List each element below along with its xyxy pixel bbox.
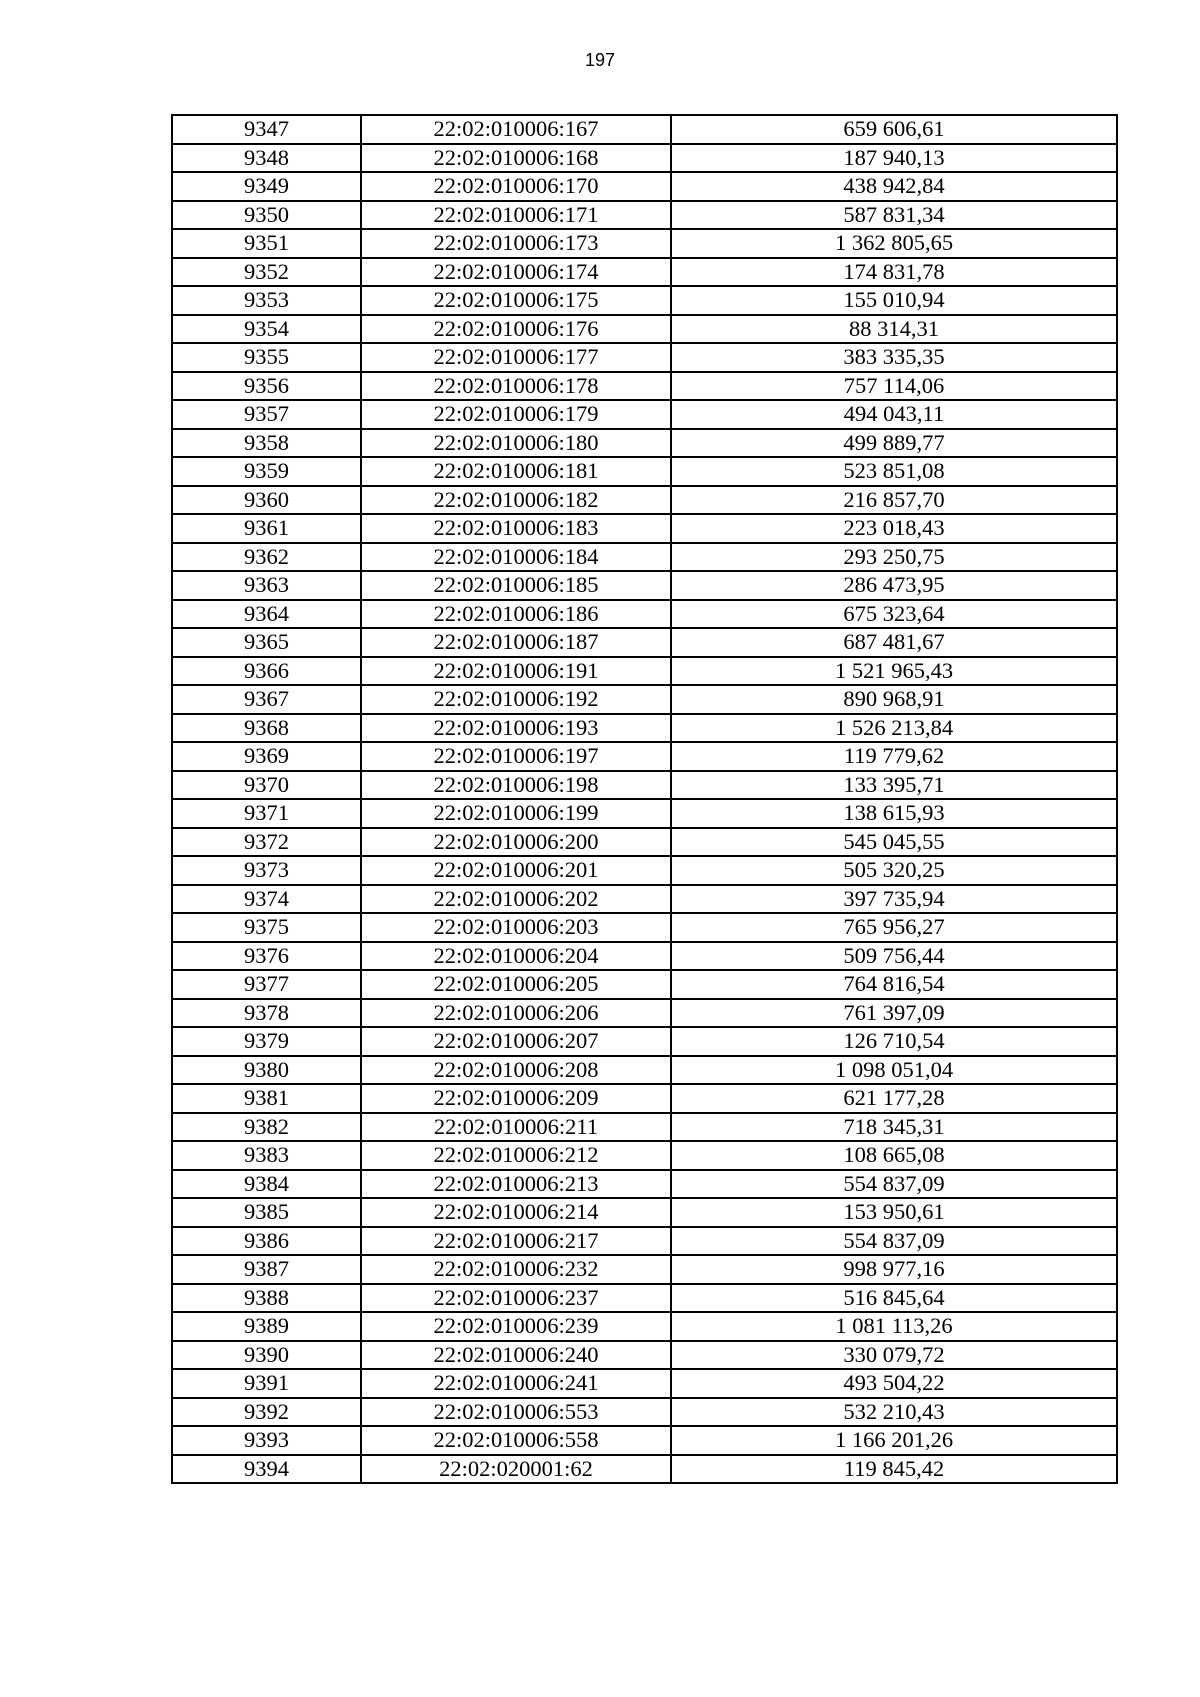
row-number-cell: 9361: [172, 514, 361, 543]
cadastral-number-cell: 22:02:010006:199: [361, 799, 671, 828]
row-number-cell: 9362: [172, 543, 361, 572]
cadastral-number-cell: 22:02:010006:186: [361, 600, 671, 629]
table-row: [172, 1312, 1117, 1341]
row-number-cell: 9350: [172, 201, 361, 230]
cadastral-number-cell: 22:02:010006:206: [361, 999, 671, 1028]
table-row: [172, 885, 1117, 914]
value-cell: 174 831,78: [671, 258, 1117, 287]
row-number-cell: 9363: [172, 571, 361, 600]
table-row: [172, 115, 1117, 144]
row-number-cell: 9351: [172, 229, 361, 258]
cadastral-number-cell: 22:02:010006:191: [361, 657, 671, 686]
cadastral-number-cell: 22:02:010006:208: [361, 1056, 671, 1085]
value-cell: 187 940,13: [671, 144, 1117, 173]
value-cell: 998 977,16: [671, 1255, 1117, 1284]
row-number-cell: 9366: [172, 657, 361, 686]
value-cell: 1 362 805,65: [671, 229, 1117, 258]
page-number: 197: [584, 50, 616, 70]
table-row: [172, 343, 1117, 372]
table-row: [172, 999, 1117, 1028]
table-row: [172, 1227, 1117, 1256]
value-cell: 659 606,61: [671, 115, 1117, 144]
table-row: [172, 457, 1117, 486]
value-cell: 138 615,93: [671, 799, 1117, 828]
table-row: [172, 856, 1117, 885]
table-row: [172, 742, 1117, 771]
table-row: [172, 657, 1117, 686]
value-cell: 88 314,31: [671, 315, 1117, 344]
value-cell: 499 889,77: [671, 429, 1117, 458]
value-cell: 155 010,94: [671, 286, 1117, 315]
cadastral-number-cell: 22:02:010006:198: [361, 771, 671, 800]
cadastral-number-cell: 22:02:010006:553: [361, 1398, 671, 1427]
row-number-cell: 9367: [172, 685, 361, 714]
cadastral-number-cell: 22:02:010006:171: [361, 201, 671, 230]
cadastral-number-cell: 22:02:010006:173: [361, 229, 671, 258]
table-row: [172, 1398, 1117, 1427]
row-number-cell: 9347: [172, 115, 361, 144]
cadastral-number-cell: 22:02:010006:209: [361, 1084, 671, 1113]
table-row: [172, 486, 1117, 515]
table-row: [172, 1284, 1117, 1313]
row-number-cell: 9388: [172, 1284, 361, 1313]
value-cell: 438 942,84: [671, 172, 1117, 201]
table-row: [172, 913, 1117, 942]
value-cell: 216 857,70: [671, 486, 1117, 515]
table-row: [172, 372, 1117, 401]
cadastral-number-cell: 22:02:010006:197: [361, 742, 671, 771]
value-cell: 509 756,44: [671, 942, 1117, 971]
value-cell: 718 345,31: [671, 1113, 1117, 1142]
table-row: [172, 1141, 1117, 1170]
row-number-cell: 9358: [172, 429, 361, 458]
value-cell: 383 335,35: [671, 343, 1117, 372]
row-number-cell: 9354: [172, 315, 361, 344]
cadastral-number-cell: 22:02:010006:183: [361, 514, 671, 543]
row-number-cell: 9356: [172, 372, 361, 401]
row-number-cell: 9381: [172, 1084, 361, 1113]
row-number-cell: 9392: [172, 1398, 361, 1427]
table-row: [172, 429, 1117, 458]
row-number-cell: 9379: [172, 1027, 361, 1056]
cadastral-number-cell: 22:02:010006:175: [361, 286, 671, 315]
row-number-cell: 9368: [172, 714, 361, 743]
cadastral-number-cell: 22:02:010006:241: [361, 1369, 671, 1398]
row-number-cell: 9364: [172, 600, 361, 629]
cadastral-number-cell: 22:02:010006:187: [361, 628, 671, 657]
row-number-cell: 9372: [172, 828, 361, 857]
value-cell: 1 081 113,26: [671, 1312, 1117, 1341]
cadastral-number-cell: 22:02:010006:168: [361, 144, 671, 173]
row-number-cell: 9393: [172, 1426, 361, 1455]
cadastral-number-cell: 22:02:010006:177: [361, 343, 671, 372]
value-cell: 687 481,67: [671, 628, 1117, 657]
value-cell: 286 473,95: [671, 571, 1117, 600]
row-number-cell: 9365: [172, 628, 361, 657]
cadastral-number-cell: 22:02:010006:200: [361, 828, 671, 857]
table-row: [172, 628, 1117, 657]
value-cell: 554 837,09: [671, 1170, 1117, 1199]
cadastral-number-cell: 22:02:010006:207: [361, 1027, 671, 1056]
table-row: [172, 286, 1117, 315]
value-cell: 587 831,34: [671, 201, 1117, 230]
cadastral-number-cell: 22:02:010006:170: [361, 172, 671, 201]
table-row: [172, 1084, 1117, 1113]
cadastral-number-cell: 22:02:010006:558: [361, 1426, 671, 1455]
cadastral-number-cell: 22:02:010006:237: [361, 1284, 671, 1313]
value-cell: 516 845,64: [671, 1284, 1117, 1313]
row-number-cell: 9378: [172, 999, 361, 1028]
cadastral-number-cell: 22:02:010006:205: [361, 970, 671, 999]
table-row: [172, 1056, 1117, 1085]
value-cell: 133 395,71: [671, 771, 1117, 800]
cadastral-number-cell: 22:02:010006:179: [361, 400, 671, 429]
value-cell: 330 079,72: [671, 1341, 1117, 1370]
row-number-cell: 9369: [172, 742, 361, 771]
table-row: [172, 1455, 1117, 1484]
row-number-cell: 9387: [172, 1255, 361, 1284]
cadastral-number-cell: 22:02:010006:202: [361, 885, 671, 914]
cadastral-number-cell: 22:02:010006:192: [361, 685, 671, 714]
row-number-cell: 9380: [172, 1056, 361, 1085]
table-row: [172, 771, 1117, 800]
cadastral-number-cell: 22:02:010006:211: [361, 1113, 671, 1142]
table-row: [172, 1198, 1117, 1227]
value-cell: 764 816,54: [671, 970, 1117, 999]
table-row: [172, 144, 1117, 173]
row-number-cell: 9384: [172, 1170, 361, 1199]
cadastral-number-cell: 22:02:010006:174: [361, 258, 671, 287]
table-row: [172, 514, 1117, 543]
value-cell: 126 710,54: [671, 1027, 1117, 1056]
table-row: [172, 1027, 1117, 1056]
table-row: [172, 400, 1117, 429]
value-cell: 621 177,28: [671, 1084, 1117, 1113]
row-number-cell: 9360: [172, 486, 361, 515]
cadastral-number-cell: 22:02:010006:213: [361, 1170, 671, 1199]
value-cell: 765 956,27: [671, 913, 1117, 942]
value-cell: 153 950,61: [671, 1198, 1117, 1227]
row-number-cell: 9383: [172, 1141, 361, 1170]
row-number-cell: 9349: [172, 172, 361, 201]
table-row: [172, 799, 1117, 828]
value-cell: 523 851,08: [671, 457, 1117, 486]
value-cell: 675 323,64: [671, 600, 1117, 629]
value-cell: 293 250,75: [671, 543, 1117, 572]
value-cell: 1 098 051,04: [671, 1056, 1117, 1085]
value-cell: 757 114,06: [671, 372, 1117, 401]
table-row: [172, 1369, 1117, 1398]
value-cell: 1 521 965,43: [671, 657, 1117, 686]
row-number-cell: 9348: [172, 144, 361, 173]
table-row: [172, 315, 1117, 344]
table-row: [172, 172, 1117, 201]
table-row: [172, 1255, 1117, 1284]
cadastral-number-cell: 22:02:010006:201: [361, 856, 671, 885]
row-number-cell: 9376: [172, 942, 361, 971]
row-number-cell: 9382: [172, 1113, 361, 1142]
row-number-cell: 9374: [172, 885, 361, 914]
value-cell: 505 320,25: [671, 856, 1117, 885]
row-number-cell: 9389: [172, 1312, 361, 1341]
row-number-cell: 9386: [172, 1227, 361, 1256]
table-row: [172, 201, 1117, 230]
value-cell: 1 166 201,26: [671, 1426, 1117, 1455]
row-number-cell: 9394: [172, 1455, 361, 1484]
table-row: [172, 970, 1117, 999]
cadastral-number-cell: 22:02:010006:178: [361, 372, 671, 401]
table-row: [172, 1426, 1117, 1455]
cadastral-number-cell: 22:02:010006:184: [361, 543, 671, 572]
value-cell: 493 504,22: [671, 1369, 1117, 1398]
table-row: [172, 828, 1117, 857]
cadastral-number-cell: 22:02:020001:62: [361, 1455, 671, 1484]
cadastral-number-cell: 22:02:010006:212: [361, 1141, 671, 1170]
cadastral-number-cell: 22:02:010006:181: [361, 457, 671, 486]
value-cell: 890 968,91: [671, 685, 1117, 714]
table-row: [172, 600, 1117, 629]
table-row: [172, 942, 1117, 971]
row-number-cell: 9357: [172, 400, 361, 429]
cadastral-number-cell: 22:02:010006:217: [361, 1227, 671, 1256]
value-cell: 532 210,43: [671, 1398, 1117, 1427]
row-number-cell: 9353: [172, 286, 361, 315]
cadastral-number-cell: 22:02:010006:239: [361, 1312, 671, 1341]
value-cell: 761 397,09: [671, 999, 1117, 1028]
row-number-cell: 9385: [172, 1198, 361, 1227]
table-row: [172, 258, 1117, 287]
cadastral-number-cell: 22:02:010006:167: [361, 115, 671, 144]
cadastral-number-cell: 22:02:010006:193: [361, 714, 671, 743]
table-row: [172, 1341, 1117, 1370]
table-row: [172, 685, 1117, 714]
value-cell: 223 018,43: [671, 514, 1117, 543]
cadastral-number-cell: 22:02:010006:182: [361, 486, 671, 515]
value-cell: 108 665,08: [671, 1141, 1117, 1170]
table-row: [172, 543, 1117, 572]
row-number-cell: 9373: [172, 856, 361, 885]
cadastral-number-cell: 22:02:010006:232: [361, 1255, 671, 1284]
cadastral-number-cell: 22:02:010006:203: [361, 913, 671, 942]
row-number-cell: 9352: [172, 258, 361, 287]
row-number-cell: 9371: [172, 799, 361, 828]
cadastral-number-cell: 22:02:010006:214: [361, 1198, 671, 1227]
row-number-cell: 9370: [172, 771, 361, 800]
row-number-cell: 9391: [172, 1369, 361, 1398]
cadastral-number-cell: 22:02:010006:185: [361, 571, 671, 600]
value-cell: 1 526 213,84: [671, 714, 1117, 743]
table-row: [172, 1113, 1117, 1142]
row-number-cell: 9390: [172, 1341, 361, 1370]
cadastral-number-cell: 22:02:010006:180: [361, 429, 671, 458]
cadastral-number-cell: 22:02:010006:240: [361, 1341, 671, 1370]
value-cell: 554 837,09: [671, 1227, 1117, 1256]
table-row: [172, 1170, 1117, 1199]
table-row: [172, 229, 1117, 258]
value-cell: 119 779,62: [671, 742, 1117, 771]
value-cell: 545 045,55: [671, 828, 1117, 857]
table-body: [172, 115, 1117, 1483]
value-cell: 397 735,94: [671, 885, 1117, 914]
row-number-cell: 9375: [172, 913, 361, 942]
table-row: [172, 714, 1117, 743]
table-row: [172, 571, 1117, 600]
value-cell: 494 043,11: [671, 400, 1117, 429]
data-table: [171, 114, 1118, 1484]
row-number-cell: 9377: [172, 970, 361, 999]
value-cell: 119 845,42: [671, 1455, 1117, 1484]
cadastral-number-cell: 22:02:010006:176: [361, 315, 671, 344]
row-number-cell: 9355: [172, 343, 361, 372]
cadastral-number-cell: 22:02:010006:204: [361, 942, 671, 971]
row-number-cell: 9359: [172, 457, 361, 486]
